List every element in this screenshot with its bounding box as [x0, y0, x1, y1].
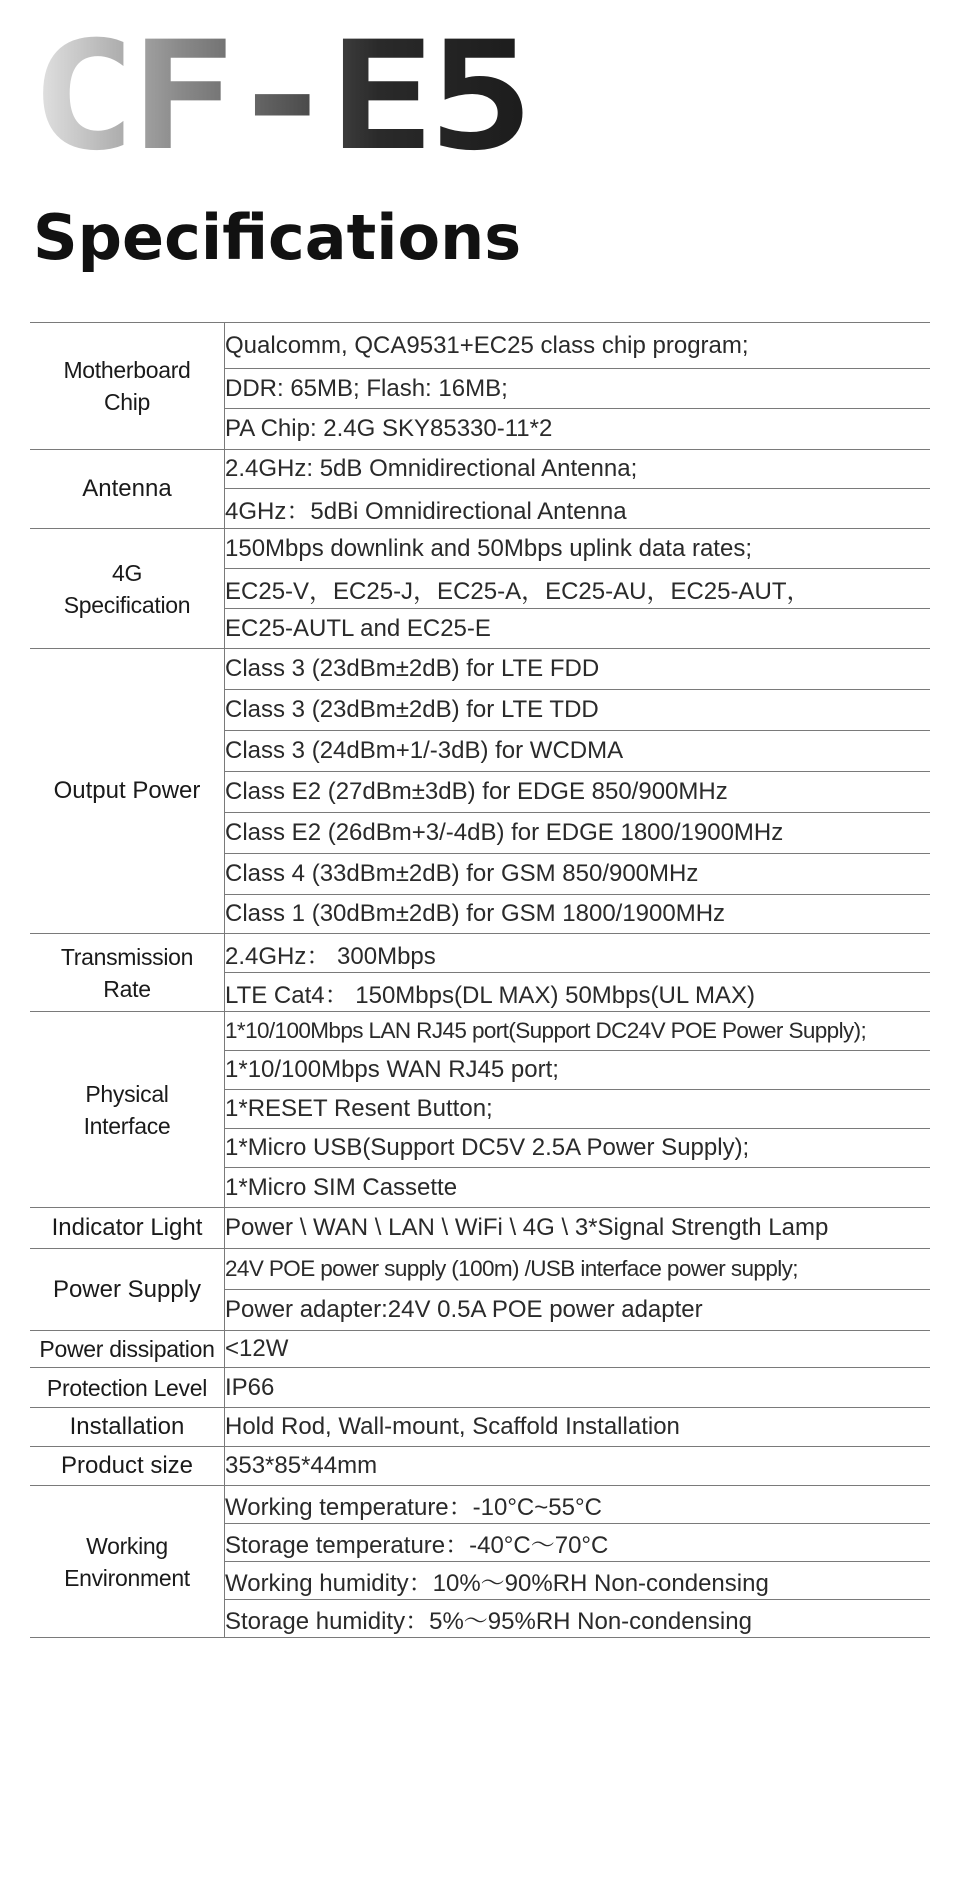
spec-label: Protection Level — [30, 1368, 225, 1408]
specifications-table — [30, 322, 930, 1638]
spec-value: 2.4GHz： 300Mbps — [225, 934, 931, 973]
spec-value: Class 3 (23dBm±2dB) for LTE TDD — [225, 690, 931, 731]
spec-label: Output Power — [30, 649, 225, 934]
spec-value: 24V POE power supply (100m) /USB interface power supply; — [225, 1249, 931, 1290]
spec-row — [30, 323, 930, 369]
spec-row — [30, 1486, 930, 1524]
spec-value: Hold Rod, Wall-mount, Scaffold Installation — [225, 1408, 931, 1447]
specifications-table-body — [30, 323, 930, 1638]
spec-value: PA Chip: 2.4G SKY85330-11*2 — [225, 409, 931, 450]
spec-value: Class 4 (33dBm±2dB) for GSM 850/900MHz — [225, 854, 931, 895]
spec-row — [30, 450, 930, 489]
spec-value: Class E2 (26dBm+3/-4dB) for EDGE 1800/1900MHz — [225, 813, 931, 854]
spec-value: 1*Micro USB(Support DC5V 2.5A Power Supply); — [225, 1129, 931, 1168]
spec-row — [30, 1249, 930, 1290]
spec-label: Indicator Light — [30, 1208, 225, 1249]
spec-label: Product size — [30, 1447, 225, 1486]
spec-value: Power adapter:24V 0.5A POE power adapter — [225, 1290, 931, 1331]
spec-row — [30, 1331, 930, 1368]
spec-value: <12W — [225, 1331, 931, 1368]
spec-row — [30, 1408, 930, 1447]
spec-value: Storage humidity：5%～95%RH Non-condensing — [225, 1600, 931, 1638]
model-name: CF-E5 — [30, 10, 528, 184]
spec-value: Class 3 (23dBm±2dB) for LTE FDD — [225, 649, 931, 690]
spec-value: 1*10/100Mbps WAN RJ45 port; — [225, 1051, 931, 1090]
spec-label: Power dissipation — [30, 1331, 225, 1368]
spec-value: EC25-AUTL and EC25-E — [225, 609, 931, 649]
spec-label: Power Supply — [30, 1249, 225, 1331]
page-title: Specifications — [33, 201, 522, 274]
spec-value: LTE Cat4： 150Mbps(DL MAX) 50Mbps(UL MAX) — [225, 973, 931, 1012]
spec-row — [30, 1208, 930, 1249]
spec-row — [30, 649, 930, 690]
spec-value: EC25-V，EC25-J，EC25-A，EC25-AU，EC25-AUT， — [225, 569, 931, 609]
spec-label: 4G Specification — [30, 529, 225, 649]
spec-label: Working Environment — [30, 1486, 225, 1638]
spec-value: 1*10/100Mbps LAN RJ45 port(Support DC24V POE Power Supply); — [225, 1012, 931, 1051]
spec-value: 1*RESET Resent Button; — [225, 1090, 931, 1129]
spec-value: Storage temperature：-40°C～70°C — [225, 1524, 931, 1562]
spec-value: Class E2 (27dBm±3dB) for EDGE 850/900MHz — [225, 772, 931, 813]
spec-value: Working temperature：-10°C~55°C — [225, 1486, 931, 1524]
spec-row — [30, 529, 930, 569]
spec-label: Installation — [30, 1408, 225, 1447]
spec-value: 2.4GHz: 5dB Omnidirectional Antenna; — [225, 450, 931, 489]
spec-row — [30, 1368, 930, 1408]
spec-value: Class 3 (24dBm+1/-3dB) for WCDMA — [225, 731, 931, 772]
spec-value: 1*Micro SIM Cassette — [225, 1168, 931, 1208]
spec-label: Physical Interface — [30, 1012, 225, 1208]
spec-value: 150Mbps downlink and 50Mbps uplink data rates; — [225, 529, 931, 569]
spec-row — [30, 934, 930, 973]
spec-value: 4GHz：5dBi Omnidirectional Antenna — [225, 489, 931, 529]
spec-value: DDR: 65MB; Flash: 16MB; — [225, 369, 931, 409]
spec-value: 353*85*44mm — [225, 1447, 931, 1486]
spec-value: IP66 — [225, 1368, 931, 1408]
spec-label: Transmission Rate — [30, 934, 225, 1012]
spec-row — [30, 1447, 930, 1486]
spec-value: Working humidity：10%～90%RH Non-condensing — [225, 1562, 931, 1600]
spec-value: Power \ WAN \ LAN \ WiFi \ 4G \ 3*Signal Strength Lamp — [225, 1208, 931, 1249]
spec-label: Motherboard Chip — [30, 323, 225, 450]
spec-value: Class 1 (30dBm±2dB) for GSM 1800/1900MHz — [225, 895, 931, 934]
spec-row — [30, 1012, 930, 1051]
spec-label: Antenna — [30, 450, 225, 529]
spec-value: Qualcomm, QCA9531+EC25 class chip program; — [225, 323, 931, 369]
